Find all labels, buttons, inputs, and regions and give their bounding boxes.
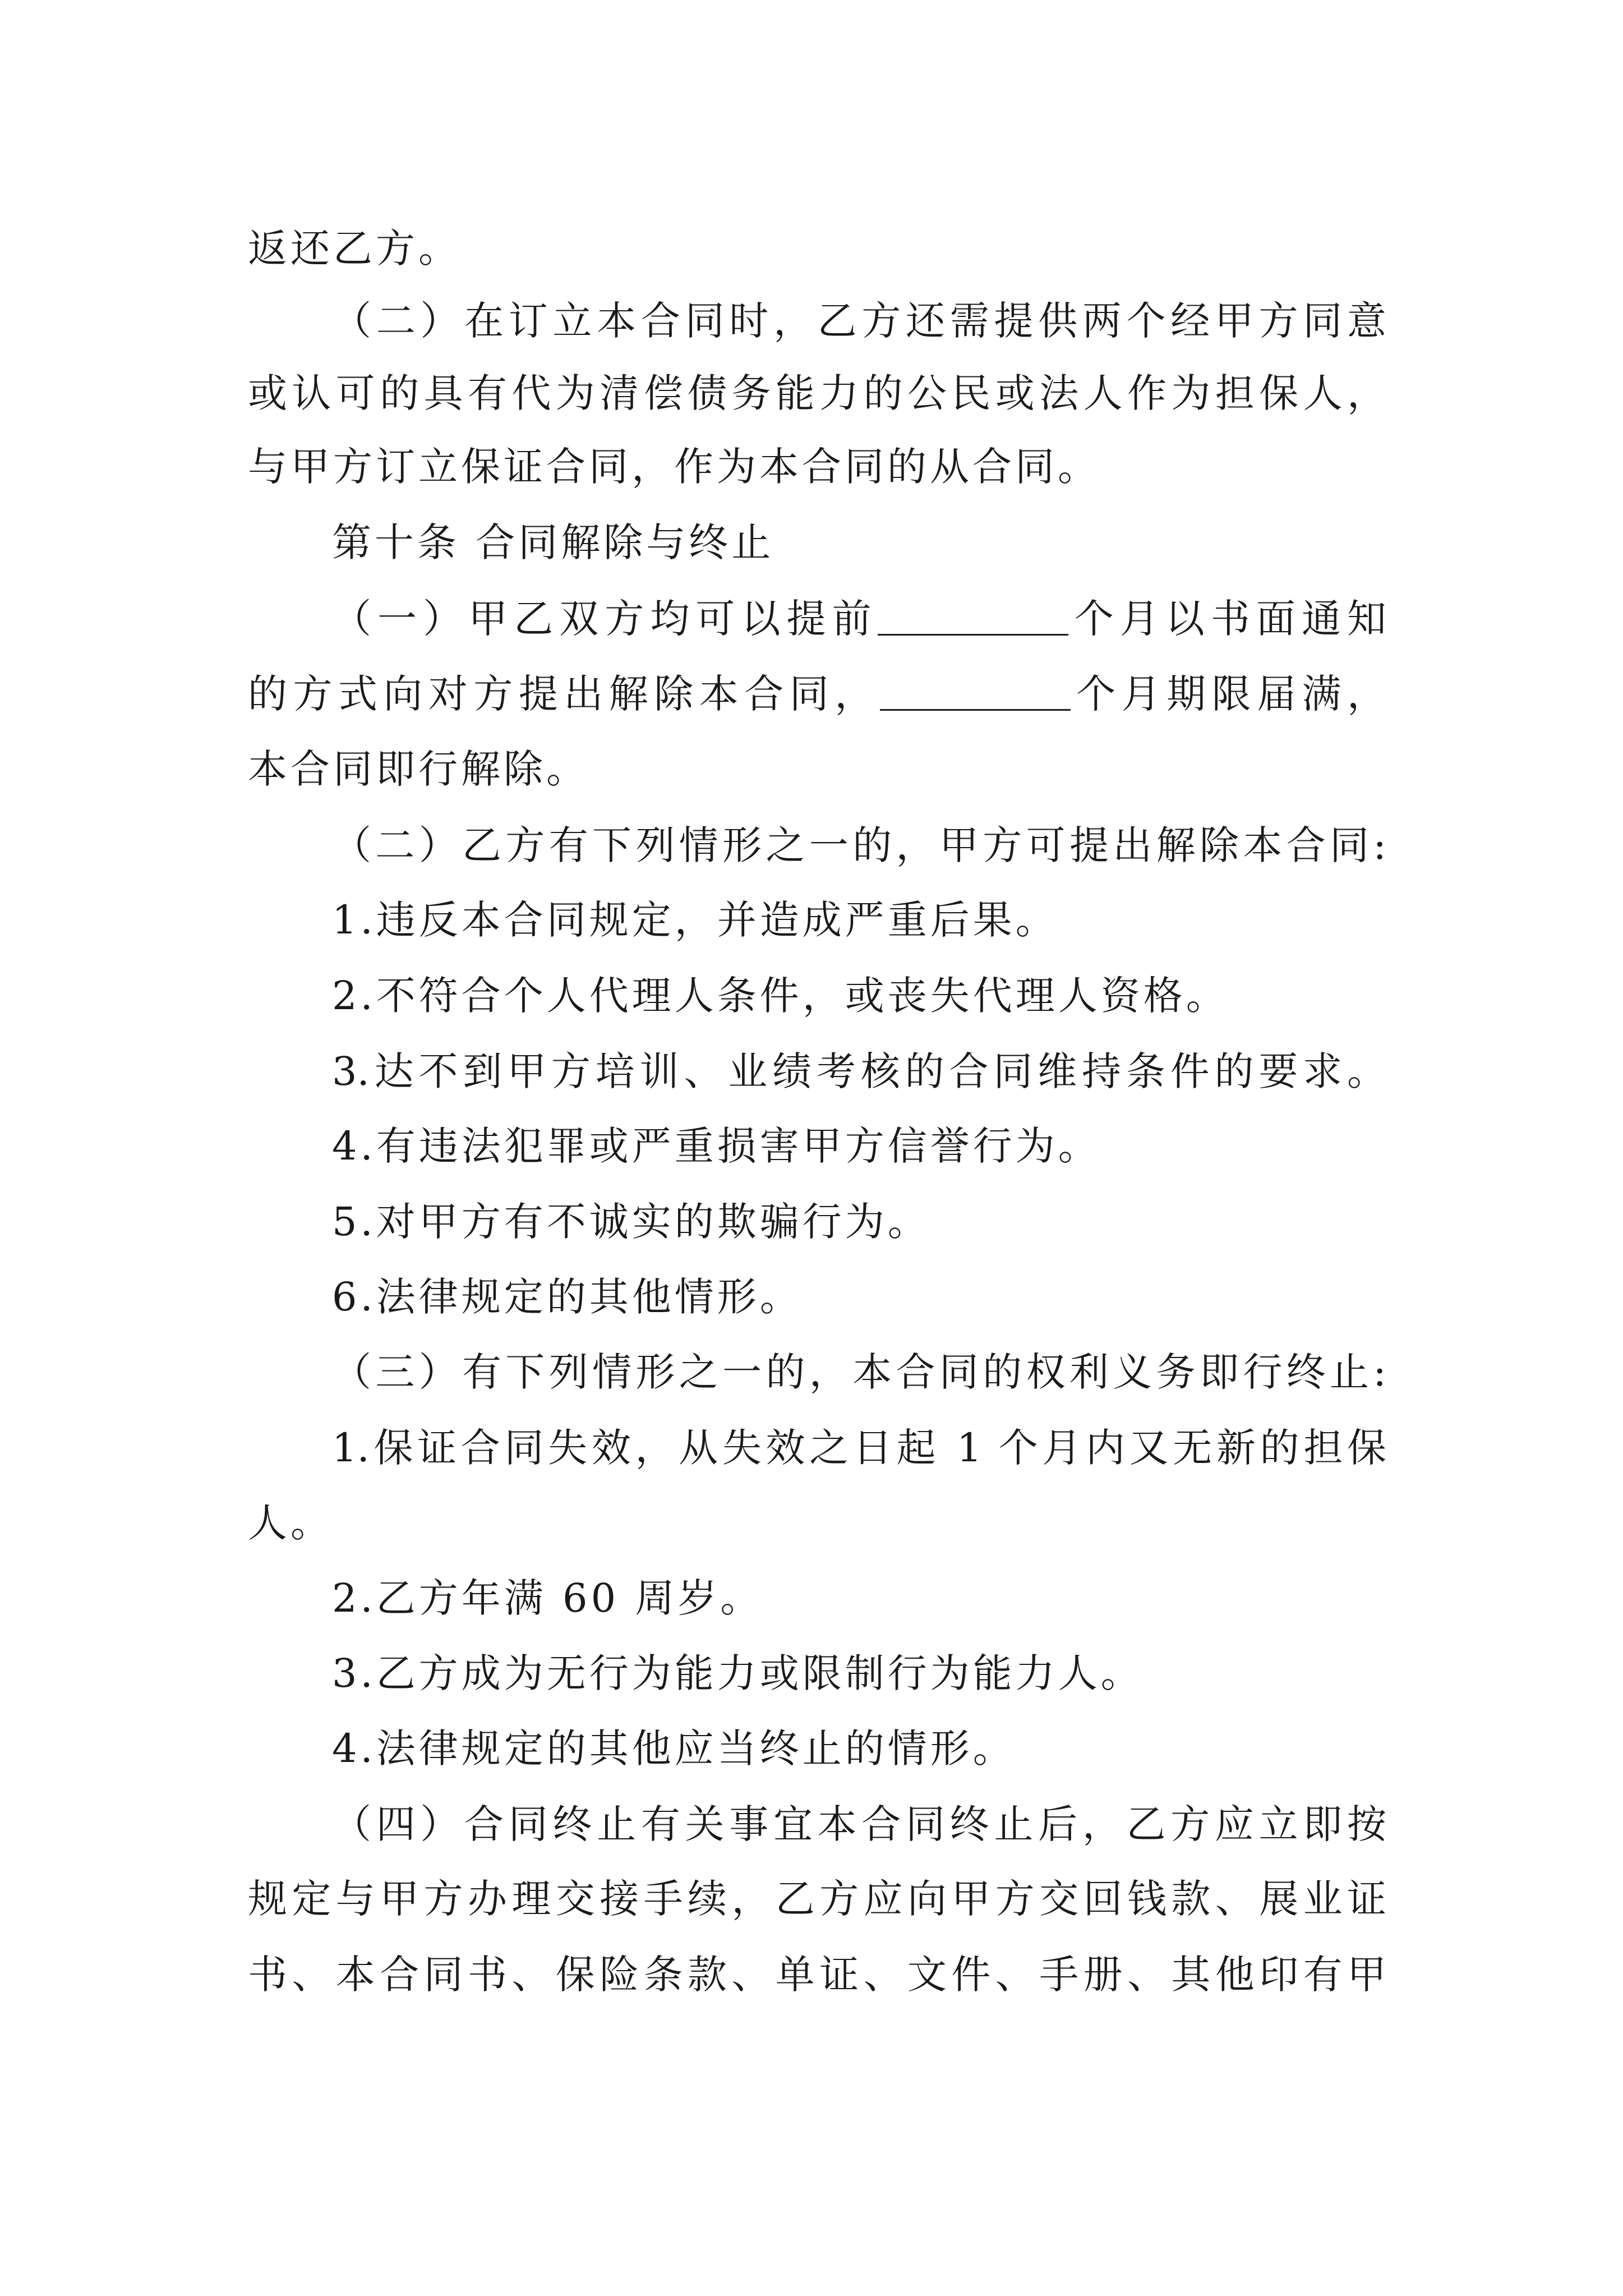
list-item: 2.乙方年满 60 周岁。 <box>332 1575 763 1621</box>
paragraph-line: （二）乙方有下列情形之一的，甲方可提出解除本合同: <box>332 822 1386 868</box>
section-heading: 第十条 合同解除与终止 <box>332 519 774 565</box>
list-item: 6.法律规定的其他情形。 <box>332 1274 803 1320</box>
line-text-after-blank: 个月期限届满， <box>1070 671 1387 717</box>
list-item: 5.对甲方有不诚实的欺骗行为。 <box>332 1199 930 1245</box>
list-item: 3.达不到甲方培训、业绩考核的合同维持条件的要求。 <box>332 1048 1386 1094</box>
list-item: 3.乙方成为无行为能力或限制行为能力人。 <box>332 1650 1144 1696</box>
line-text-after-blank: 个月以书面通知 <box>1068 596 1387 642</box>
paragraph-line: 规定与甲方办理交接手续，乙方应向甲方交回钱款、展业证 <box>248 1876 1386 1922</box>
paragraph-line: （二）在订立本合同时，乙方还需提供两个经甲方同意 <box>332 298 1386 344</box>
list-item: 1.保证合同失效，从失效之日起 1 个月内又无新的担保 <box>332 1425 1386 1471</box>
paragraph-line: （四）合同终止有关事宜本合同终止后，乙方应立即按 <box>332 1801 1386 1847</box>
paragraph-line: 书、本合同书、保险条款、单证、文件、手册、其他印有甲 <box>248 1952 1386 1998</box>
line-text-before-blank: （一）甲乙双方均可以提前 <box>332 596 878 642</box>
fill-in-blank <box>880 670 1071 711</box>
paragraph-line: （三）有下列情形之一的，本合同的权利义务即行终止: <box>332 1349 1386 1395</box>
list-item: 4.法律规定的其他应当终止的情形。 <box>332 1726 1016 1772</box>
paragraph-line: 与甲方订立保证合同，作为本合同的从合同。 <box>248 444 1100 490</box>
fill-in-blank <box>878 595 1068 636</box>
list-item-continuation: 人。 <box>248 1500 333 1546</box>
list-item: 1.违反本合同规定，并造成严重后果。 <box>332 897 1058 943</box>
paragraph-line: 或认可的具有代为清偿债务能力的公民或法人作为担保人， <box>248 370 1386 416</box>
list-item: 2.不符合个人代理人条件，或丧失代理人资格。 <box>332 973 1229 1019</box>
paragraph-line <box>248 657 1386 730</box>
paragraph-line: 本合同即行解除。 <box>248 746 589 792</box>
list-item: 4.有违法犯罪或严重损害甲方信誉行为。 <box>332 1123 1101 1169</box>
line-text-before-blank: 的方式向对方提出解除本合同， <box>248 671 880 717</box>
paragraph-line <box>332 582 1386 655</box>
paragraph-line: 返还乙方。 <box>248 226 461 272</box>
